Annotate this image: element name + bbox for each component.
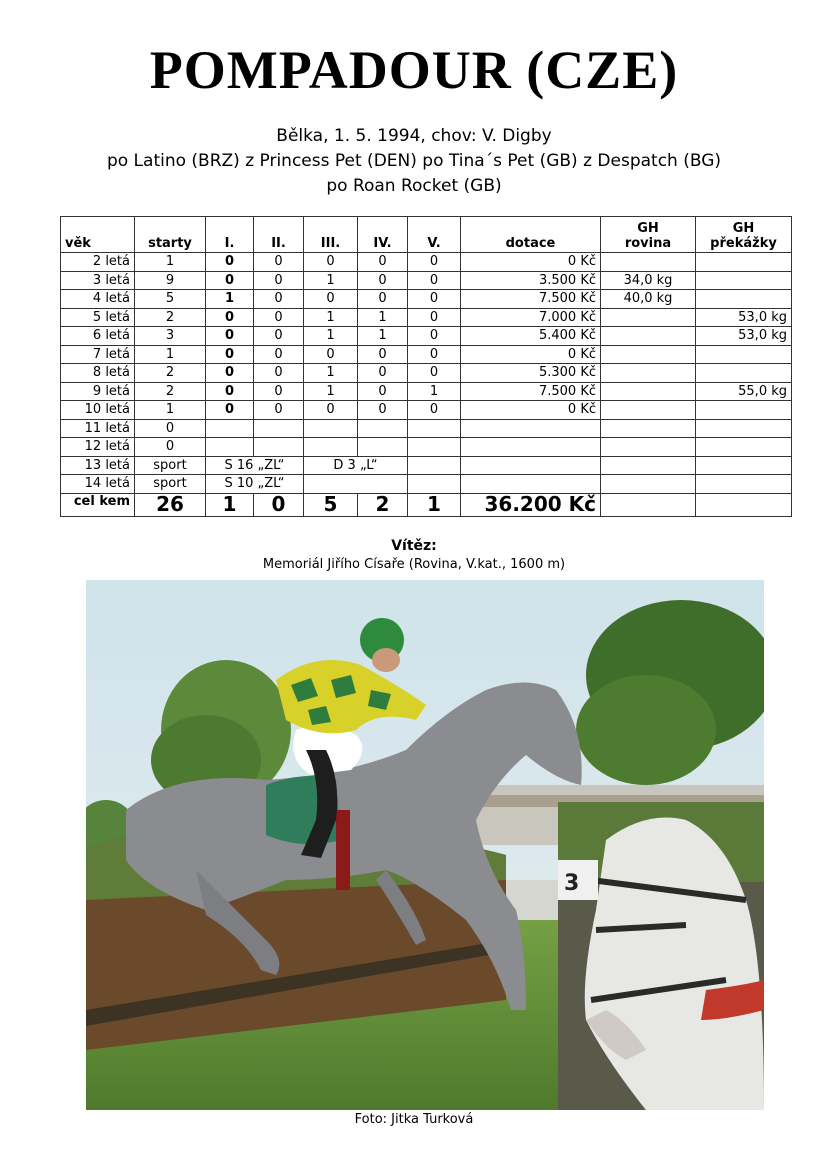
cell-age: 3 letá [61, 271, 135, 290]
table-row [61, 345, 792, 364]
inset-number: 3 [564, 871, 580, 896]
cell-second: 0 [254, 308, 304, 327]
cell-starts: 1 [135, 253, 206, 272]
cell-gh-flat [601, 308, 696, 327]
cell-third: 1 [304, 271, 358, 290]
cell-third: 0 [304, 253, 358, 272]
cell-starts: 0 [135, 419, 206, 438]
cell-age: 10 letá [61, 401, 135, 420]
cell-first: 1 [206, 290, 254, 309]
cell-first [206, 419, 254, 438]
cell-fifth: 0 [408, 308, 461, 327]
table-row [61, 308, 792, 327]
cell-second [254, 419, 304, 438]
cell-gh-jump: 53,0 kg [696, 327, 792, 346]
cell-starts: 0 [135, 438, 206, 457]
cell-fourth: 0 [358, 345, 408, 364]
cell-gh-flat [601, 345, 696, 364]
cell-fourth: 0 [358, 253, 408, 272]
cell-money: 5.400 Kč [461, 327, 601, 346]
cell-gh-flat [601, 382, 696, 401]
cell-first: 0 [206, 253, 254, 272]
horse-info-line1: Bělka, 1. 5. 1994, chov: V. Digby [276, 126, 552, 146]
cell-empty [408, 475, 461, 494]
cell-money: 0 Kč [461, 345, 601, 364]
total-fourth: 2 [358, 493, 408, 516]
cell-gh-flat [601, 327, 696, 346]
table-row-sport [61, 456, 792, 475]
cell-third: 1 [304, 308, 358, 327]
table-row [61, 438, 792, 457]
cell-gh-jump [696, 364, 792, 383]
cell-money: 5.300 Kč [461, 364, 601, 383]
cell-age: 13 letá [61, 456, 135, 475]
cell-first: 0 [206, 345, 254, 364]
col-gh-flat: GH rovina [601, 217, 696, 253]
table-row [61, 401, 792, 420]
cell-age: 9 letá [61, 382, 135, 401]
cell-money: 7.000 Kč [461, 308, 601, 327]
cell-first: 0 [206, 364, 254, 383]
pedigree-line2: po Roan Rocket (GB) [326, 176, 502, 196]
race-stats-table [60, 216, 792, 517]
cell-second: 0 [254, 401, 304, 420]
cell-gh-jump [696, 290, 792, 309]
cell-fifth [408, 419, 461, 438]
col-gh-jump: GH překážky [696, 217, 792, 253]
total-starts: 26 [135, 493, 206, 516]
cell-starts: 5 [135, 290, 206, 309]
cell-fifth: 1 [408, 382, 461, 401]
cell-empty [601, 493, 696, 516]
page-title: POMPADOUR (CZE) [149, 40, 679, 100]
cell-second: 0 [254, 327, 304, 346]
cell-third: 1 [304, 382, 358, 401]
cell-starts: sport [135, 475, 206, 494]
cell-first: 0 [206, 401, 254, 420]
cell-money: 0 Kč [461, 253, 601, 272]
cell-age: 11 letá [61, 419, 135, 438]
cell-gh-flat [601, 253, 696, 272]
cell-third [304, 438, 358, 457]
cell-fourth: 0 [358, 401, 408, 420]
table-row [61, 253, 792, 272]
cell-second [254, 438, 304, 457]
table-row [61, 382, 792, 401]
cell-starts: sport [135, 456, 206, 475]
cell-fifth: 0 [408, 345, 461, 364]
cell-gh-jump: 55,0 kg [696, 382, 792, 401]
col-third: III. [304, 217, 358, 253]
cell-second: 0 [254, 382, 304, 401]
total-label: cel kem [61, 493, 135, 516]
total-first: 1 [206, 493, 254, 516]
col-starts: starty [135, 217, 206, 253]
cell-third [304, 419, 358, 438]
cell-fourth [358, 438, 408, 457]
cell-empty [696, 456, 792, 475]
total-second: 0 [254, 493, 304, 516]
cell-first: 0 [206, 327, 254, 346]
cell-fifth: 0 [408, 253, 461, 272]
cell-empty [461, 456, 601, 475]
cell-starts: 2 [135, 308, 206, 327]
cell-sport-right: D 3 „L“ [304, 456, 408, 475]
cell-second: 0 [254, 364, 304, 383]
total-money: 36.200 Kč [461, 493, 601, 516]
photo-credit: Foto: Jitka Turková [354, 1112, 474, 1127]
cell-age: 14 letá [61, 475, 135, 494]
cell-gh-flat [601, 401, 696, 420]
cell-fourth: 0 [358, 290, 408, 309]
cell-fourth: 0 [358, 364, 408, 383]
cell-empty [601, 456, 696, 475]
cell-empty [696, 475, 792, 494]
cell-money: 7.500 Kč [461, 382, 601, 401]
table-row [61, 364, 792, 383]
pedigree-line1: po Latino (BRZ) z Princess Pet (DEN) po Tina´s Pet (GB) z Despatch (BG) [106, 151, 722, 171]
cell-empty [461, 475, 601, 494]
table-header-row [61, 217, 792, 253]
cell-gh-jump [696, 271, 792, 290]
table-row [61, 419, 792, 438]
table-row-sport [61, 475, 792, 494]
cell-fifth: 0 [408, 327, 461, 346]
cell-fifth: 0 [408, 401, 461, 420]
cell-fifth: 0 [408, 271, 461, 290]
cell-second: 0 [254, 271, 304, 290]
cell-money [461, 438, 601, 457]
cell-first: 0 [206, 308, 254, 327]
cell-gh-jump [696, 253, 792, 272]
cell-age: 2 letá [61, 253, 135, 272]
cell-money: 3.500 Kč [461, 271, 601, 290]
cell-gh-flat [601, 438, 696, 457]
total-fifth: 1 [408, 493, 461, 516]
cell-starts: 2 [135, 382, 206, 401]
col-money: dotace [461, 217, 601, 253]
cell-starts: 3 [135, 327, 206, 346]
cell-gh-flat [601, 364, 696, 383]
cell-third: 0 [304, 345, 358, 364]
cell-money [461, 419, 601, 438]
cell-age: 4 letá [61, 290, 135, 309]
cell-empty [601, 475, 696, 494]
total-third: 5 [304, 493, 358, 516]
col-age: věk [61, 217, 135, 253]
table-row [61, 271, 792, 290]
cell-gh-jump [696, 401, 792, 420]
cell-fourth: 0 [358, 382, 408, 401]
cell-sport-left: S 10 „ZL“ [206, 475, 304, 494]
cell-empty [696, 493, 792, 516]
cell-gh-flat: 34,0 kg [601, 271, 696, 290]
cell-gh-flat [601, 419, 696, 438]
cell-age: 6 letá [61, 327, 135, 346]
cell-starts: 1 [135, 401, 206, 420]
col-fourth: IV. [358, 217, 408, 253]
cell-empty [408, 456, 461, 475]
cell-fourth: 0 [358, 271, 408, 290]
cell-gh-flat: 40,0 kg [601, 290, 696, 309]
cell-gh-jump [696, 438, 792, 457]
cell-second: 0 [254, 345, 304, 364]
cell-money: 7.500 Kč [461, 290, 601, 309]
cell-money: 0 Kč [461, 401, 601, 420]
col-fifth: V. [408, 217, 461, 253]
table-total-row [61, 493, 792, 516]
cell-first: 0 [206, 271, 254, 290]
cell-starts: 9 [135, 271, 206, 290]
cell-gh-jump [696, 345, 792, 364]
col-second: II. [254, 217, 304, 253]
winner-heading: Vítěz: [391, 538, 437, 554]
cell-age: 7 letá [61, 345, 135, 364]
cell-first [206, 438, 254, 457]
cell-second: 0 [254, 290, 304, 309]
table-row [61, 327, 792, 346]
cell-third: 1 [304, 327, 358, 346]
cell-age: 8 letá [61, 364, 135, 383]
cell-fourth: 1 [358, 327, 408, 346]
cell-third: 1 [304, 364, 358, 383]
cell-fifth: 0 [408, 290, 461, 309]
cell-fifth [408, 438, 461, 457]
cell-starts: 1 [135, 345, 206, 364]
cell-sport-right [304, 475, 408, 494]
cell-sport-left: S 16 „ZL“ [206, 456, 304, 475]
winner-race: Memoriál Jiřího Císaře (Rovina, V.kat., 1600 m) [262, 557, 566, 572]
cell-fifth: 0 [408, 364, 461, 383]
cell-age: 5 letá [61, 308, 135, 327]
cell-gh-jump [696, 419, 792, 438]
cell-second: 0 [254, 253, 304, 272]
cell-third: 0 [304, 290, 358, 309]
cell-age: 12 letá [61, 438, 135, 457]
cell-fourth [358, 419, 408, 438]
col-first: I. [206, 217, 254, 253]
horse-jumping-photo [86, 580, 764, 1110]
cell-gh-jump: 53,0 kg [696, 308, 792, 327]
cell-starts: 2 [135, 364, 206, 383]
cell-fourth: 1 [358, 308, 408, 327]
table-row [61, 290, 792, 309]
cell-third: 0 [304, 401, 358, 420]
cell-first: 0 [206, 382, 254, 401]
